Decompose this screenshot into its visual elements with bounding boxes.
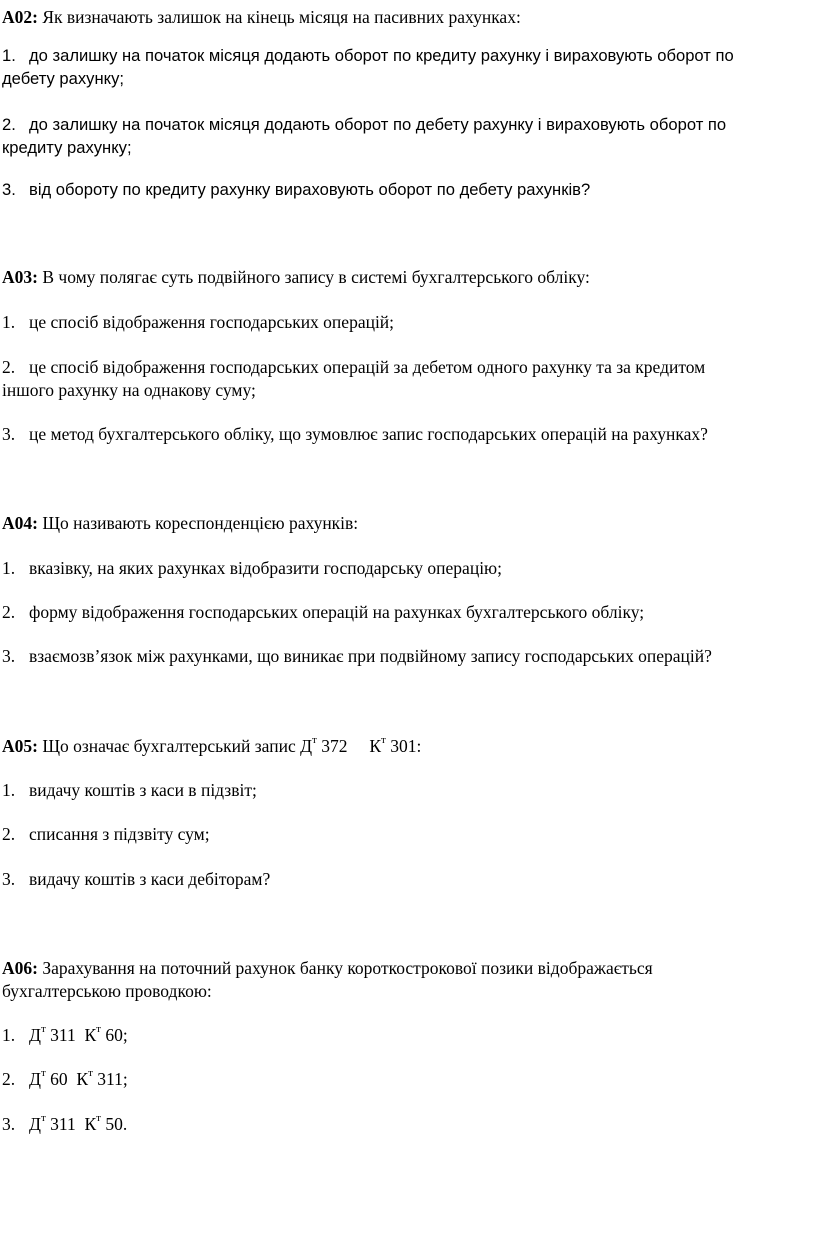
option-text: $Д^т$ 311 $К^т$ 50. [29, 1112, 128, 1134]
option-number: 3. [2, 180, 16, 199]
answer-option [2, 1024, 128, 1046]
answer-option [2, 868, 270, 890]
answer-option [2, 1113, 127, 1135]
option-text: кредиту рахунку; [2, 138, 132, 157]
question-title [2, 957, 653, 979]
question-text: Що означає бухгалтерський запис $Д^т$ 372 $К^т$ 301: [42, 734, 422, 756]
option-text: до залишку на початок місяця додають оборот по дебету рахунку і вираховують оборот по [29, 115, 727, 134]
option-text: $Д^т$ 60 $К^т$ 311; [29, 1067, 128, 1089]
option-text: це спосіб відображення господарських операцій; [29, 312, 395, 332]
option-number: 3. [2, 424, 16, 444]
question-title [2, 266, 590, 288]
question-title [2, 735, 421, 757]
option-text: взаємозв’язок між рахунками, що виникає при подвійному запису господарських операцій? [29, 646, 712, 666]
question-text: Зарахування на поточний рахунок банку короткострокової позики відображається [42, 958, 653, 978]
question-title-cont [2, 980, 212, 1002]
question-id: А05: [2, 736, 38, 756]
answer-option [2, 179, 590, 201]
question-title [2, 512, 358, 534]
option-text: списання з підзвіту сум; [29, 824, 210, 844]
option-number: 2. [2, 1069, 16, 1089]
option-number: 2. [2, 357, 16, 377]
answer-option [2, 114, 726, 136]
answer-option [2, 356, 705, 378]
question-text: бухгалтерською проводкою: [2, 981, 212, 1001]
answer-option [2, 45, 734, 67]
answer-option-cont [2, 137, 132, 159]
option-text: до залишку на початок місяця додають оборот по кредиту рахунку і вираховують оборот по [29, 46, 734, 65]
answer-option [2, 311, 394, 333]
question-id: А04: [2, 513, 38, 533]
option-number: 1. [2, 312, 16, 332]
option-number: 2. [2, 115, 16, 134]
answer-option [2, 823, 210, 845]
answer-option-cont [2, 68, 124, 90]
answer-option [2, 423, 708, 445]
option-number: 3. [2, 646, 16, 666]
option-number: 1. [2, 46, 16, 65]
option-text: видачу коштів з каси дебіторам? [29, 869, 271, 889]
option-number: 3. [2, 869, 16, 889]
question-id: А03: [2, 267, 38, 287]
option-number: 1. [2, 558, 16, 578]
answer-option-cont [2, 379, 256, 401]
option-text: вказівку, на яких рахунках відобразити господарську операцію; [29, 558, 502, 578]
option-text: іншого рахунку на однакову суму; [2, 380, 256, 400]
option-text: видачу коштів з каси в підзвіт; [29, 780, 257, 800]
answer-option [2, 557, 502, 579]
question-title [2, 6, 521, 28]
option-text: форму відображення господарських операцій на рахунках бухгалтерського обліку; [29, 602, 645, 622]
option-text: це спосіб відображення господарських операцій за дебетом одного рахунку та за кредитом [29, 357, 706, 377]
option-text: від обороту по кредиту рахунку вираховують оборот по дебету рахунків? [29, 180, 591, 199]
question-id: A02: [2, 7, 38, 27]
option-text: $Д^т$ 311 $К^т$ 60; [29, 1023, 128, 1045]
option-text: дебету рахунку; [2, 69, 124, 88]
answer-option [2, 1068, 128, 1090]
question-text: В чому полягає суть подвійного запису в системі бухгалтерського обліку: [42, 267, 590, 287]
question-text: Що називають кореспонденцією рахунків: [42, 513, 359, 533]
answer-option [2, 601, 644, 623]
answer-option [2, 645, 712, 667]
question-id: А06: [2, 958, 38, 978]
option-number: 1. [2, 1025, 16, 1045]
question-text: Як визначають залишок на кінець місяця на пасивних рахунках: [42, 7, 521, 27]
option-number: 1. [2, 780, 16, 800]
option-number: 2. [2, 824, 16, 844]
option-text: це метод бухгалтерського обліку, що зумовлює запис господарських операцій на рахунках? [29, 424, 708, 444]
option-number: 3. [2, 1114, 16, 1134]
option-number: 2. [2, 602, 16, 622]
answer-option [2, 779, 257, 801]
